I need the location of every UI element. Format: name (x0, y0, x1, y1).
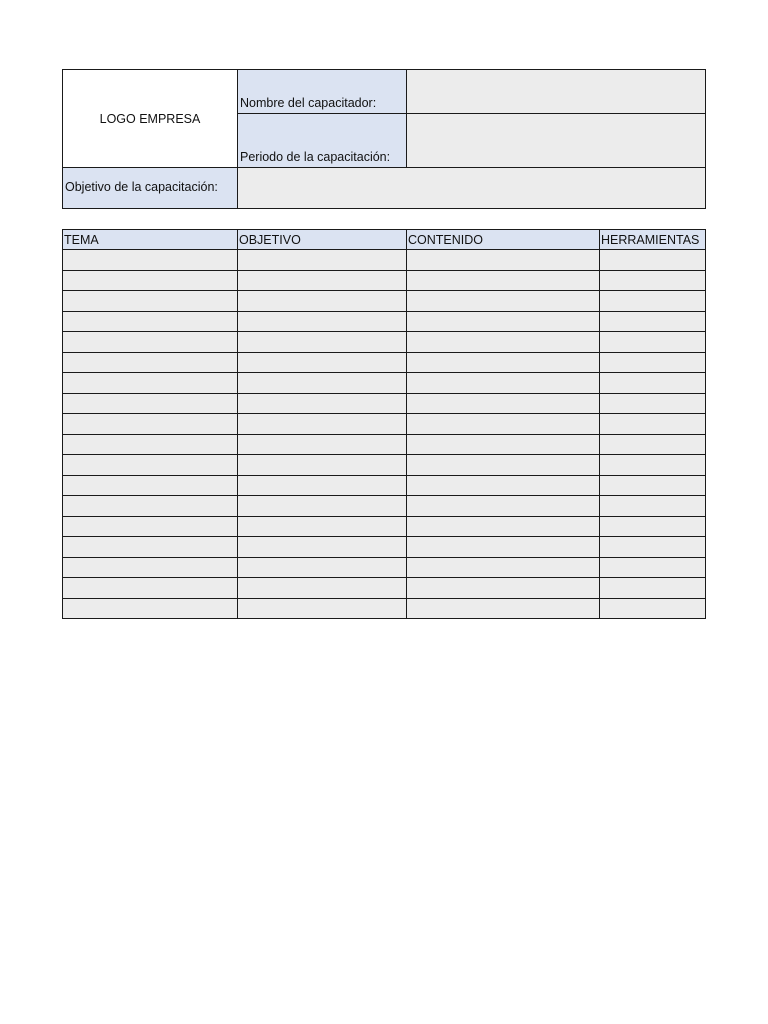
table-cell[interactable] (407, 434, 600, 455)
table-cell[interactable] (600, 250, 706, 271)
table-cell[interactable] (407, 393, 600, 414)
table-cell[interactable] (63, 475, 238, 496)
table-cell[interactable] (600, 516, 706, 537)
table-cell[interactable] (238, 291, 407, 312)
table-cell[interactable] (238, 537, 407, 558)
column-header-herramientas: HERRAMIENTAS (600, 230, 706, 250)
table-row (63, 578, 706, 599)
table-cell[interactable] (407, 291, 600, 312)
table-cell[interactable] (63, 291, 238, 312)
table-cell[interactable] (407, 496, 600, 517)
table-row (63, 557, 706, 578)
table-row (63, 496, 706, 517)
table-cell[interactable] (600, 434, 706, 455)
table-cell[interactable] (407, 250, 600, 271)
table-cell[interactable] (600, 373, 706, 394)
table-cell[interactable] (600, 537, 706, 558)
table-cell[interactable] (63, 578, 238, 599)
table-cell[interactable] (407, 537, 600, 558)
table-cell[interactable] (600, 475, 706, 496)
table-row (63, 250, 706, 271)
table-cell[interactable] (63, 352, 238, 373)
table-cell[interactable] (238, 373, 407, 394)
trainer-name-label: Nombre del capacitador: (238, 70, 407, 114)
table-cell[interactable] (63, 373, 238, 394)
table-cell[interactable] (600, 332, 706, 353)
table-cell[interactable] (63, 414, 238, 435)
table-cell[interactable] (407, 455, 600, 476)
table-cell[interactable] (238, 250, 407, 271)
training-objective-field[interactable] (238, 168, 706, 209)
table-cell[interactable] (63, 496, 238, 517)
table-cell[interactable] (600, 578, 706, 599)
table-row (63, 598, 706, 619)
table-cell[interactable] (407, 475, 600, 496)
table-cell[interactable] (238, 393, 407, 414)
table-cell[interactable] (407, 598, 600, 619)
table-cell[interactable] (407, 270, 600, 291)
table-row (63, 291, 706, 312)
table-cell[interactable] (238, 516, 407, 537)
table-cell[interactable] (238, 414, 407, 435)
table-cell[interactable] (238, 270, 407, 291)
table-cell[interactable] (600, 496, 706, 517)
table-cell[interactable] (600, 557, 706, 578)
table-cell[interactable] (407, 557, 600, 578)
table-cell[interactable] (600, 352, 706, 373)
table-cell[interactable] (238, 598, 407, 619)
table-cell[interactable] (407, 414, 600, 435)
training-objective-label: Objetivo de la capacitación: (63, 168, 238, 209)
table-cell[interactable] (238, 496, 407, 517)
table-cell[interactable] (238, 557, 407, 578)
column-header-contenido: CONTENIDO (407, 230, 600, 250)
table-cell[interactable] (63, 537, 238, 558)
table-cell[interactable] (63, 516, 238, 537)
training-plan-table (62, 229, 706, 619)
table-row (63, 332, 706, 353)
header-form (62, 69, 706, 209)
table-row (63, 516, 706, 537)
table-row (63, 475, 706, 496)
table-cell[interactable] (238, 455, 407, 476)
table-row (63, 455, 706, 476)
table-row (63, 270, 706, 291)
table-cell[interactable] (600, 393, 706, 414)
table-cell[interactable] (600, 414, 706, 435)
table-cell[interactable] (63, 270, 238, 291)
table-cell[interactable] (407, 373, 600, 394)
table-row (63, 537, 706, 558)
table-row (63, 434, 706, 455)
table-header-row (63, 230, 706, 250)
table-cell[interactable] (407, 516, 600, 537)
table-row (63, 393, 706, 414)
table-row (63, 352, 706, 373)
table-cell[interactable] (63, 393, 238, 414)
table-cell[interactable] (63, 434, 238, 455)
table-cell[interactable] (238, 311, 407, 332)
column-header-objetivo: OBJETIVO (238, 230, 407, 250)
table-cell[interactable] (600, 598, 706, 619)
table-cell[interactable] (407, 311, 600, 332)
company-logo-placeholder: LOGO EMPRESA (63, 70, 238, 168)
table-cell[interactable] (238, 434, 407, 455)
table-cell[interactable] (63, 557, 238, 578)
table-cell[interactable] (63, 311, 238, 332)
table-cell[interactable] (407, 352, 600, 373)
table-cell[interactable] (63, 598, 238, 619)
table-cell[interactable] (63, 250, 238, 271)
table-cell[interactable] (407, 578, 600, 599)
trainer-name-field[interactable] (407, 70, 706, 114)
table-cell[interactable] (600, 270, 706, 291)
table-cell[interactable] (63, 332, 238, 353)
table-cell[interactable] (238, 332, 407, 353)
table-row (63, 311, 706, 332)
training-period-label: Periodo de la capacitación: (238, 114, 407, 168)
table-row (63, 414, 706, 435)
table-row (63, 373, 706, 394)
table-cell[interactable] (238, 475, 407, 496)
table-cell[interactable] (407, 332, 600, 353)
training-period-field[interactable] (407, 114, 706, 168)
table-cell[interactable] (63, 455, 238, 476)
table-cell[interactable] (600, 291, 706, 312)
table-cell[interactable] (600, 455, 706, 476)
column-header-tema: TEMA (63, 230, 238, 250)
table-cell[interactable] (600, 311, 706, 332)
table-cell[interactable] (238, 352, 407, 373)
table-cell[interactable] (238, 578, 407, 599)
